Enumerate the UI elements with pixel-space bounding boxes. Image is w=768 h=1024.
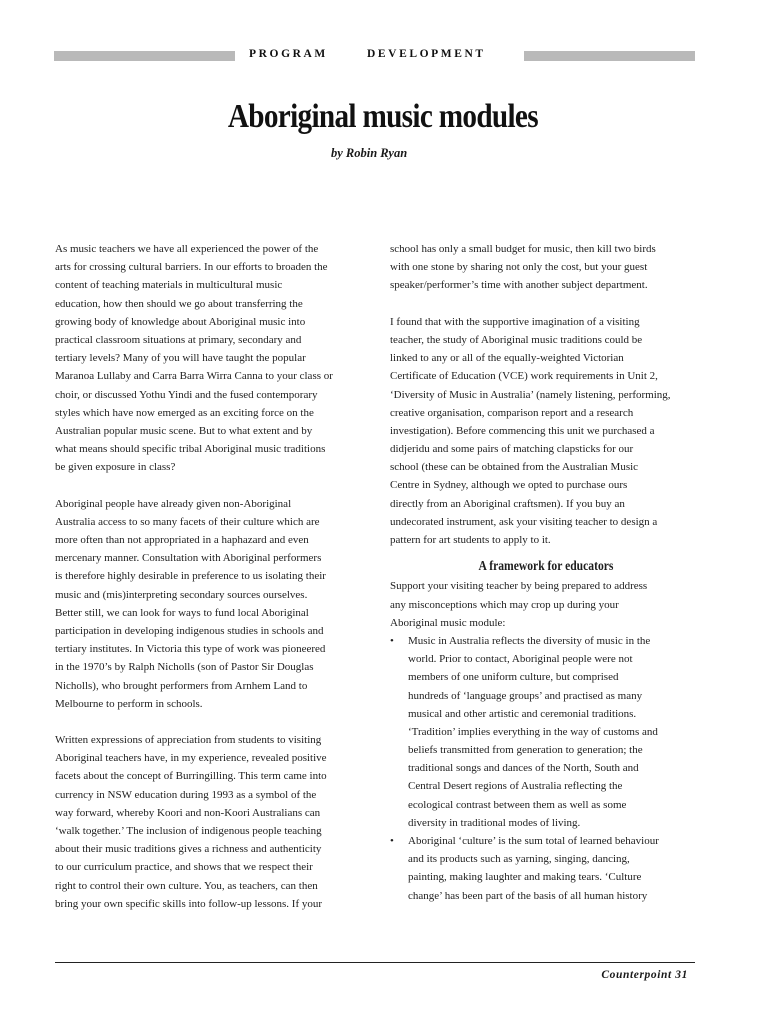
text-line: As music teachers we have all experienced the power of the [55,243,319,255]
text-line: ‘Diversity of Music in Australia’ (namely listening, performing, [390,388,671,401]
text-line: investigation). Before commencing this unit we purchased a [390,424,655,437]
text-line: school (these can be obtained from the Australian Music [390,461,639,474]
text-line: Melbourne to perform in schools. [55,697,203,710]
footer-rule [55,962,695,963]
text-line: to our curriculum practice, and shows that we respect their [55,861,313,874]
text-line: Support your visiting teacher by being prepared to address [390,580,648,593]
text-line: Centre in Sydney, although we opted to purchase ours [390,479,628,492]
paragraph [55,731,367,913]
text-line: Aboriginal teachers have, in my experience, revealed positive [55,752,327,765]
text-line: mercenary manner. Consultation with Aboriginal performers [55,552,322,565]
section-label-program: PROGRAM [249,48,328,60]
text-line: is therefore highly desirable in preference to us isolating their [55,570,326,583]
left-column [55,240,367,913]
text-line: way forward, whereby Koori and non-Koori Australians can [55,806,321,819]
text-line: didjeridu and some pairs of matching clapsticks for our [390,443,634,456]
header-rule-right [524,51,695,61]
text-line: teacher, the study of Aboriginal music traditions could be [390,333,643,346]
text-line: diversity in traditional modes of living. [408,816,581,829]
text-line: painting, making laughter and making tears. ‘Culture [408,871,642,884]
bullet-list-item [390,832,702,905]
paragraph [390,577,702,632]
text-line: world. Prior to contact, Aboriginal people were not [408,653,633,666]
bullet-marker: • [390,634,394,647]
text-line: linked to any or all of the equally-weighted Victorian [390,352,624,365]
text-line: arts for crossing cultural barriers. In our efforts to broaden the [55,261,328,274]
text-line: Written expressions of appreciation from students to visiting [55,734,322,747]
text-line: Music in Australia reflects the diversity of music in the [408,634,651,647]
text-line: be given exposure in class? [55,461,176,474]
text-line: Australian popular music scene. But to what extent and by [55,424,313,437]
text-line: ‘walk together.’ The inclusion of indigenous people teaching [55,825,322,837]
text-line: currency in NSW education during 1993 as a symbol of the [55,788,317,801]
text-line: tertiary institutes. In Victoria this type of work was pioneered [55,643,326,656]
text-line: I found that with the supportive imagination of a visiting [390,315,640,328]
bullet-list-item [390,632,702,832]
text-line: ecological contrast between them as well as some [408,798,627,811]
text-line: in the 1970’s by Ralph Nicholls (son of Pastor Sir Douglas [55,661,314,674]
text-line: pattern for art students to apply to it. [390,534,551,546]
text-line: and its products such as yarning, singing, dancing, [408,853,630,866]
text-line: Aboriginal ‘culture’ is the sum total of learned behaviour [408,835,659,847]
bullet-marker: • [390,835,394,847]
paragraph-gap [55,476,367,494]
text-line: participation in developing indigenous studies in schools and [55,624,324,637]
paragraph-gap [55,713,367,731]
text-line: any misconceptions which may crop up during your [390,598,619,611]
text-line: what means should specific tribal Aboriginal music traditions [55,443,326,456]
text-line: Nicholls), who brought performers from Arnhem Land to [55,679,308,692]
text-line: content of teaching materials in multicultural music [55,279,283,292]
section-label-development: DEVELOPMENT [367,48,486,60]
text-line: creative organisation, comparison report and a research [390,406,634,419]
text-line: undecorated instrument, ask your visiting teacher to design a [390,515,658,528]
text-line: hundreds of ‘language groups’ and practised as many [408,689,643,702]
text-line: right to control their own culture. You, as teachers, can then [55,879,318,892]
text-line: directly from an Aboriginal craftsmen). If you buy an [390,497,625,510]
text-line: Better still, we can look for ways to fund local Aboriginal [55,606,309,619]
article-title: Aboriginal music modules [227,98,538,135]
text-line: traditional songs and dances of the North, South and [408,762,639,775]
text-line: ‘Tradition’ implies everything in the way of customs and [408,725,658,738]
header-rule-left [54,51,235,61]
text-line: about their music traditions gives a richness and authenticity [55,843,322,856]
text-line: Maranoa Lullaby and Carra Barra Wirra Canna to your class or [55,370,333,383]
bullet-text [390,632,702,832]
text-line: Aboriginal people have already given non-Aboriginal [55,497,292,510]
text-line: choir, or discussed Yothu Yindi and the fused contemporary [55,388,318,401]
text-line: growing body of knowledge about Aboriginal music into [55,315,306,328]
paragraph [390,240,702,295]
paragraph [55,495,367,713]
text-line: education, how then should we go about transferring the [55,297,303,310]
text-line: beliefs transmitted from generation to generation; the [408,744,643,757]
text-line: Central Desert regions of Australia reflecting the [408,780,623,793]
section-heading: A framework for educators [478,558,614,574]
text-line: Aboriginal music module: [390,616,506,629]
text-line: speaker/performer’s time with another subject department. [390,279,648,292]
text-line: practical classroom situations at primary, secondary and [55,333,302,346]
text-line: Australia access to so many facets of their culture which are [55,515,320,528]
text-line: musical and other artistic and ceremonial traditions. [408,707,637,720]
article-byline: by Robin Ryan [331,146,408,160]
bullet-text [390,832,702,905]
paragraph [390,313,702,549]
text-line: school has only a small budget for music, then kill two birds [390,243,656,255]
page-footer: Counterpoint 31 [601,969,688,981]
text-line: styles which have now emerged as an exciting force on the [55,406,314,419]
right-column [390,240,702,905]
text-line: members of one uniform culture, but comprised [408,671,619,684]
text-line: music and (mis)interpreting secondary sources ourselves. [55,588,308,601]
text-line: more often than not appropriated in a haphazard and even [55,534,309,546]
paragraph-gap [390,295,702,313]
paragraph [55,240,367,476]
text-line: change’ has been part of the basis of all human history [408,889,648,902]
text-line: tertiary levels? Many of you will have taught the popular [55,352,306,365]
text-line: facets about the concept of Burringilling. This term came into [55,770,327,783]
text-line: with one stone by sharing not only the cost, but your guest [390,261,648,274]
text-line: Certificate of Education (VCE) work requirements in Unit 2, [390,370,658,383]
text-line: bring your own specific skills into follow-up lessons. If your [55,897,323,910]
